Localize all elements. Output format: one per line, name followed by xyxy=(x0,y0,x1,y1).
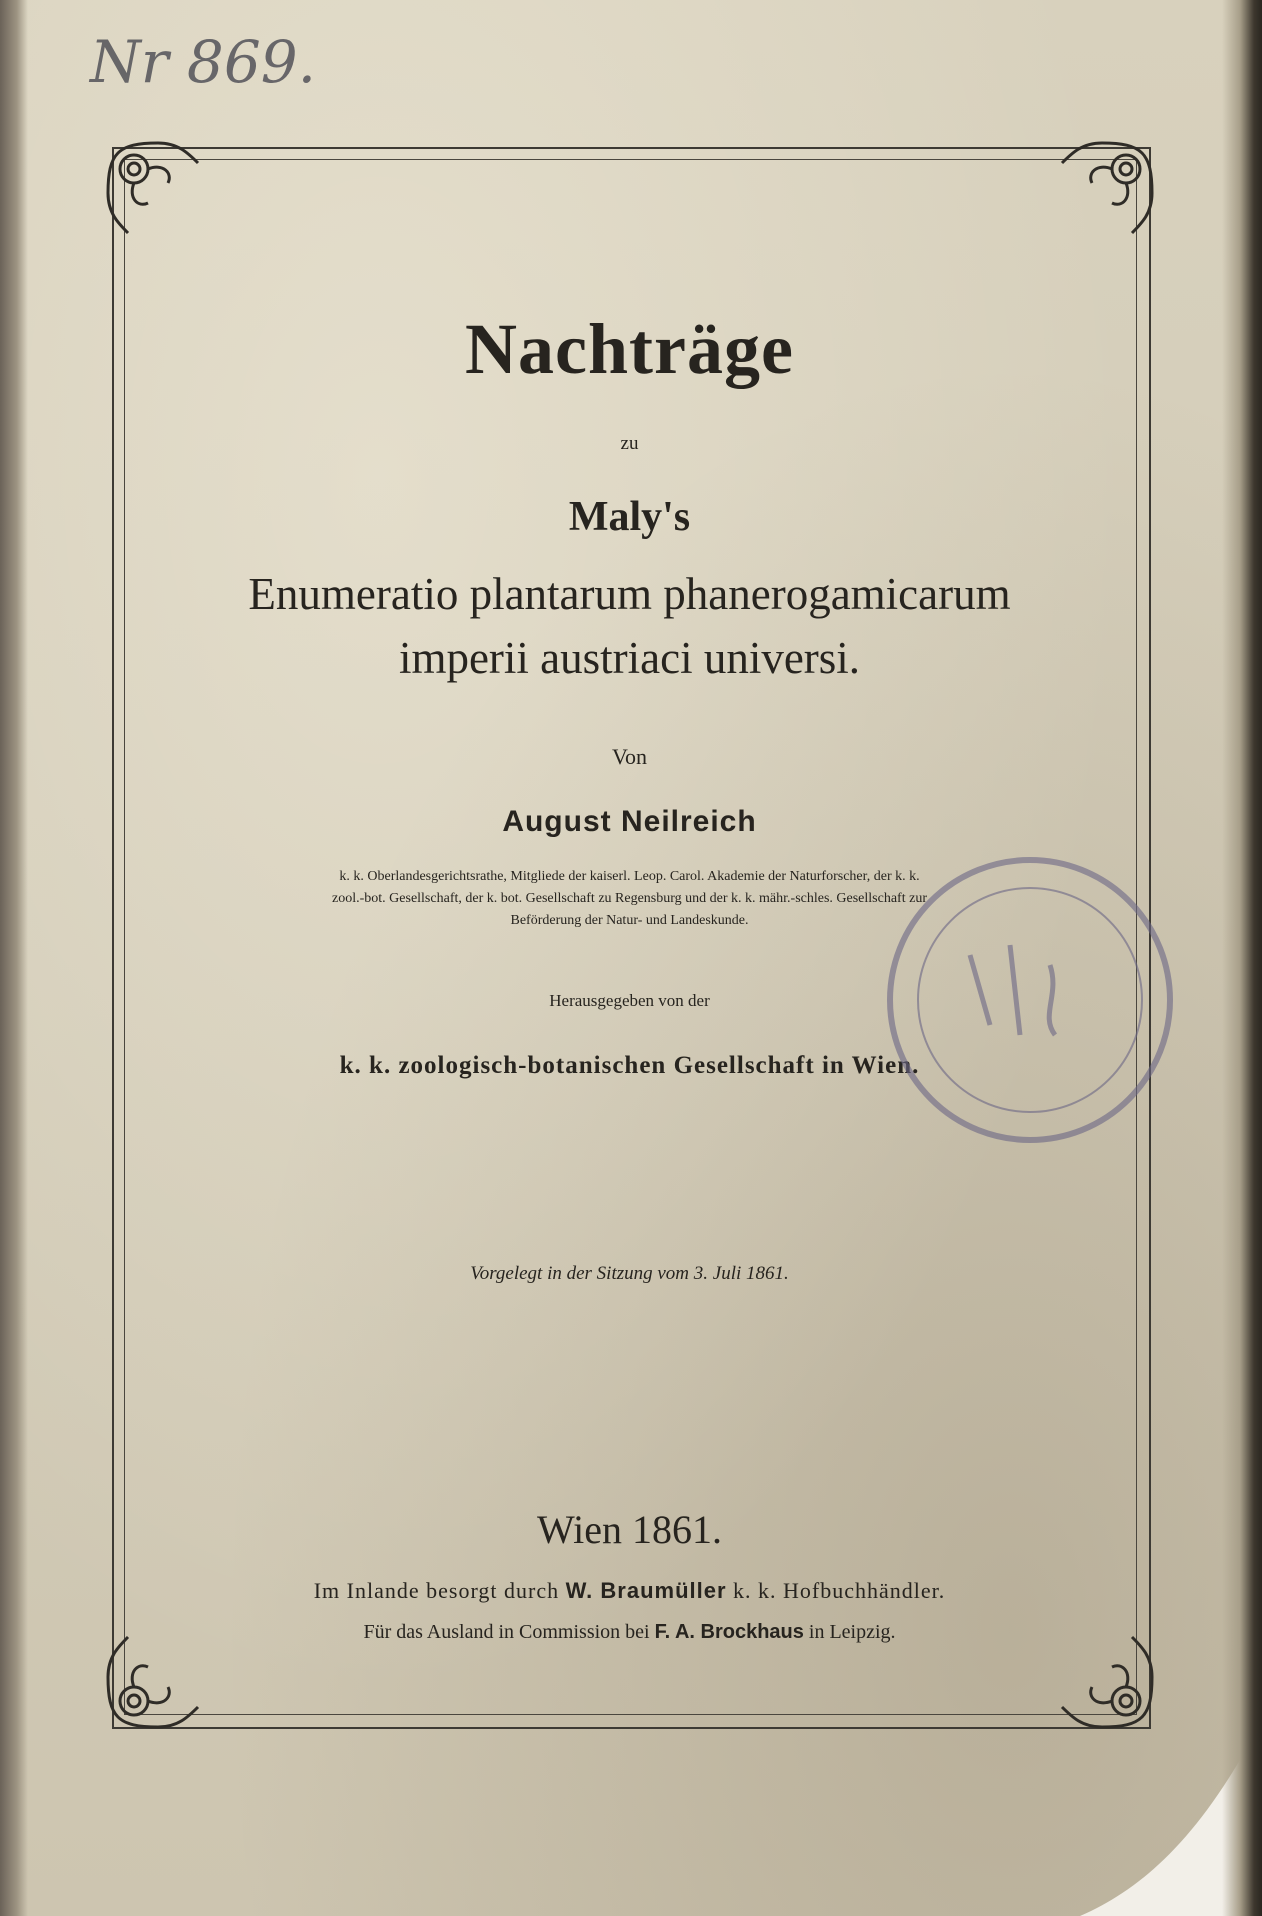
author-name: August Neilreich xyxy=(502,805,757,838)
handwritten-shelfmark: Nr 869. xyxy=(90,28,317,96)
corner-ornament-top-left xyxy=(98,133,218,253)
library-stamp xyxy=(880,825,1180,1175)
subtitle-author: Maly's xyxy=(568,494,691,540)
connector-zu: zu xyxy=(620,433,639,454)
published-by-label: Herausgegeben von der xyxy=(549,991,710,1010)
publisher-domestic xyxy=(124,1578,1135,1604)
author-affiliation-line-3: Beförderung der Natur- und Landeskunde. xyxy=(510,913,749,928)
torn-corner xyxy=(1080,1720,1262,1916)
publishing-society: k. k. zoologisch-botanischen Gesellschaft in Wien. xyxy=(339,1052,920,1079)
publisher-foreign-pre: Für das Ausland in Commission bei xyxy=(363,1621,650,1643)
publisher-foreign-post: in Leipzig. xyxy=(808,1621,896,1643)
corner-ornament-top-right xyxy=(1042,133,1162,253)
publisher-domestic-name: W. Braumüller xyxy=(565,1578,727,1603)
publisher-domestic-post: k. k. Hofbuchhändler. xyxy=(733,1578,946,1603)
book-title: Nachträge xyxy=(465,309,794,389)
by-label: Von xyxy=(611,744,648,769)
subtitle-line-2: imperii austriaci universi. xyxy=(398,633,861,683)
subtitle-line-1: Enumeratio plantarum phanerogamicarum xyxy=(248,569,1011,619)
author-affiliation-line-2: zool.-bot. Gesellschaft, der k. bot. Gesellschaft zu Regensburg und der k. k. mähr.-schles. Gesellschaft zur xyxy=(332,891,927,906)
publisher-domestic-pre: Im Inlande besorgt durch xyxy=(313,1578,560,1603)
place-and-year: Wien 1861. xyxy=(536,1507,723,1552)
publisher-foreign-name: F. A. Brockhaus xyxy=(654,1621,804,1643)
publisher-foreign xyxy=(124,1621,1135,1644)
presentation-note: Vorgelegt in der Sitzung vom 3. Juli 1861. xyxy=(470,1263,789,1284)
author-affiliation-line-1: k. k. Oberlandesgerichtsrathe, Mitgliede der kaiserl. Leop. Carol. Akademie der Naturforscher, der k. k. xyxy=(339,869,920,884)
